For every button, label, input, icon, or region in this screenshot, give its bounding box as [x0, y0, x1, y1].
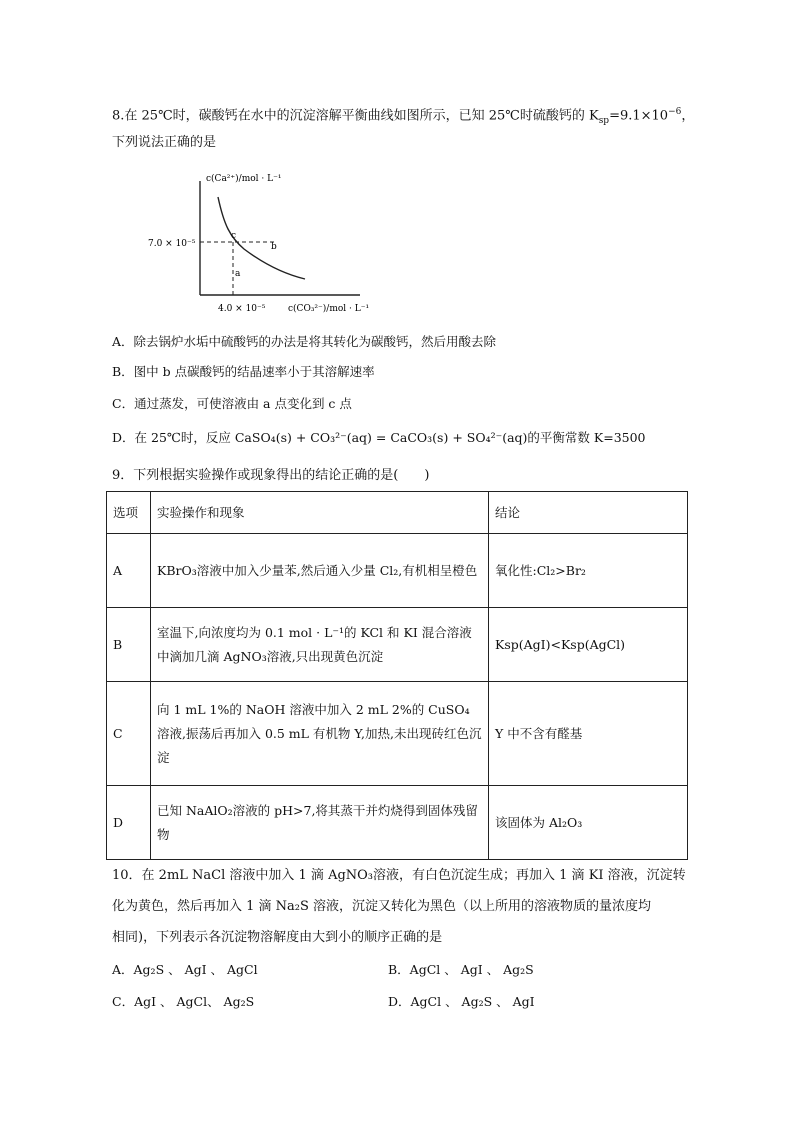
q8-option-b: B．图中 b 点碳酸钙的结晶速率小于其溶解速率: [112, 364, 375, 379]
point-c-label: c: [231, 231, 237, 241]
q10-stem-line1: 10．在 2mL NaCl 溶液中加入 1 滴 AgNO₃溶液，有白色沉淀生成；再加入 1 滴 KI 溶液，沉淀转: [112, 868, 686, 883]
q8-option-a: A．除去锅炉水垢中硫酸钙的办法是将其转化为碳酸钙，然后用酸去除: [112, 334, 497, 349]
row-operation: KBrO₃溶液中加入少量苯,然后通入少量 Cl₂,有机相呈橙色: [151, 534, 489, 608]
q10-option-c: C．AgI 、 AgCl、 Ag₂S: [112, 994, 255, 1009]
x-axis-label: c(CO₃²⁻)/mol · L⁻¹: [288, 304, 370, 314]
row-option: B: [107, 608, 151, 682]
row-operation: 已知 NaAlO₂溶液的 pH>7,将其蒸干并灼烧得到固体残留物: [151, 786, 489, 860]
row-option: D: [107, 786, 151, 860]
solubility-curve-figure: [140, 165, 390, 315]
q8-stem-text-a: 8.在 25℃时，碳酸钙在水中的沉淀溶解平衡曲线如图所示，已知 25℃时硫酸钙的 K: [112, 108, 599, 124]
q10-stem-line3: 相同)，下列表示各沉淀物溶解度由大到小的顺序正确的是: [112, 930, 443, 945]
table-row: [107, 534, 688, 608]
row-option: A: [107, 534, 151, 608]
q8-stem-text-b: =9.1×10: [609, 108, 669, 124]
row-operation: 室温下,向浓度均为 0.1 mol · L⁻¹的 KCl 和 KI 混合溶液中滴加几滴 AgNO₃溶液,只出现黄色沉淀: [151, 608, 489, 682]
table-header-row: [107, 492, 688, 534]
point-a-label: a: [235, 269, 241, 279]
row-conclusion: Ksp(AgI)<Ksp(AgCl): [489, 608, 688, 682]
q10-stem-line2: 化为黄色，然后再加入 1 滴 Na₂S 溶液，沉淀又转化为黑色（以上所用的溶液物质的量浓度均: [112, 899, 652, 914]
table-row: [107, 682, 688, 786]
row-option: C: [107, 682, 151, 786]
q10-option-b: B．AgCl 、 AgI 、 Ag₂S: [388, 962, 534, 977]
row-conclusion: 氧化性:Cl₂>Br₂: [489, 534, 688, 608]
exponent-sup: −6: [668, 107, 682, 117]
header-operation: 实验操作和现象: [151, 492, 489, 534]
q10-option-d: D．AgCl 、 Ag₂S 、 AgI: [388, 994, 535, 1009]
header-conclusion: 结论: [489, 492, 688, 534]
q8-option-d: D．在 25℃时，反应 CaSO₄(s) + CO₃²⁻(aq) = CaCO₃(s) + SO₄²⁻(aq)的平衡常数 K=3500: [112, 430, 646, 445]
q8-stem-line1: [112, 102, 694, 131]
q8-stem-text-c: ，: [681, 108, 695, 124]
q8-option-c: C．通过蒸发，可使溶液由 a 点变化到 c 点: [112, 396, 352, 411]
q9-table: [106, 491, 688, 860]
header-option: 选项: [107, 492, 151, 534]
y-tick-label: 7.0 × 10⁻⁵: [148, 239, 196, 249]
y-axis-label: c(Ca²⁺)/mol · L⁻¹: [206, 174, 282, 184]
x-tick-label: 4.0 × 10⁻⁵: [218, 304, 266, 314]
q9-stem: 9．下列根据实验操作或现象得出的结论正确的是( ): [112, 468, 430, 483]
ksp-subscript: sp: [598, 115, 610, 126]
q10-option-a: A．Ag₂S 、 AgI 、 AgCl: [112, 962, 258, 977]
table-row: [107, 608, 688, 682]
row-operation: 向 1 mL 1%的 NaOH 溶液中加入 2 mL 2%的 CuSO₄溶液,振荡后再加入 0.5 mL 有机物 Y,加热,未出现砖红色沉淀: [151, 682, 489, 786]
row-conclusion: Y 中不含有醛基: [489, 682, 688, 786]
table-row: [107, 786, 688, 860]
point-b-label: b: [271, 242, 277, 252]
q8-stem-line2: 下列说法正确的是: [112, 135, 217, 150]
row-conclusion: 该固体为 Al₂O₃: [489, 786, 688, 860]
